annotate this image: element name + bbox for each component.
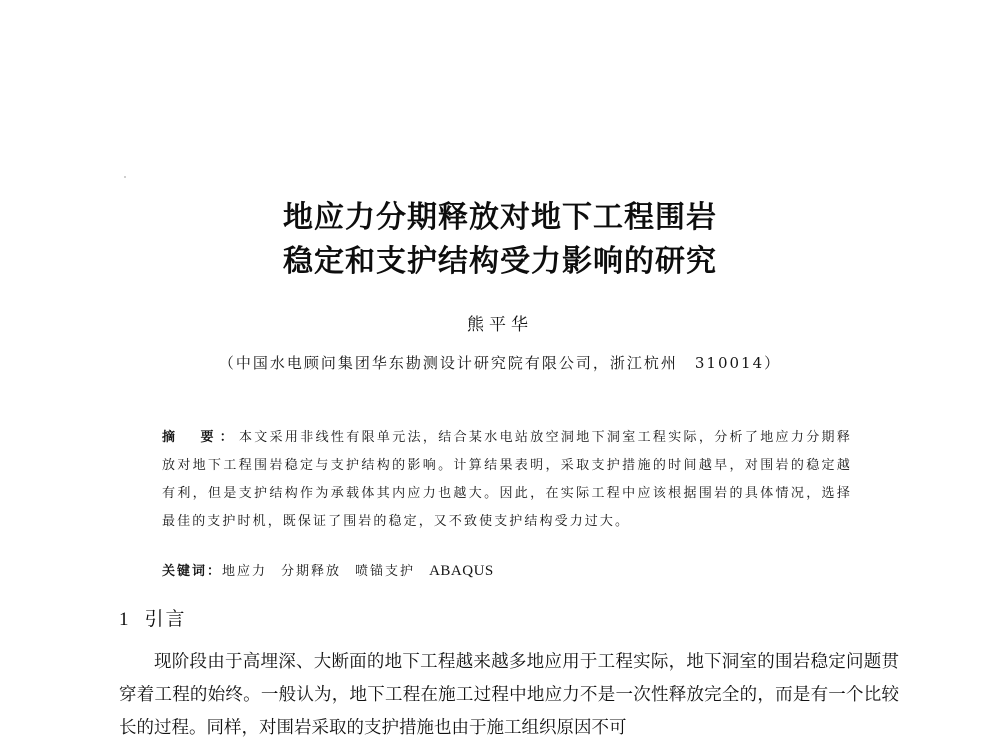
paper-title-line-1: 地应力分期释放对地下工程围岩 bbox=[283, 200, 717, 235]
abstract-text: 本文采用非线性有限单元法，结合某水电站放空洞地下洞室工程实际，分析了地应力分期释放对地下工程围岩稳定与支护结构的影响。计算结果表明，采取支护措施的时间越早，对围岩的稳定越有利，但是支护结构作为承载体其内应力也越大。因此，在实际工程中应该根据围岩的具体情况，选择最佳的支护时机，既保证了围岩的稳定，又不致使支护结构受力过大。 bbox=[162, 430, 852, 529]
keyword-item: ABAQUS bbox=[429, 563, 494, 579]
keyword-item: 地应力 bbox=[222, 564, 268, 579]
section-heading bbox=[119, 604, 187, 631]
abstract-label: 摘 要： bbox=[162, 430, 239, 445]
keywords-block bbox=[162, 560, 508, 580]
author-name: 熊平华 bbox=[467, 315, 533, 335]
author-affiliation: （中国水电顾问集团华东勘测设计研究院有限公司，浙江杭州 310014） bbox=[218, 354, 782, 372]
keyword-item: 分期释放 bbox=[281, 564, 342, 579]
scan-artifact bbox=[124, 176, 126, 178]
section-title: 引言 bbox=[144, 608, 187, 630]
keyword-item: 喷锚支护 bbox=[355, 564, 416, 579]
paper-title-line-2: 稳定和支护结构受力影响的研究 bbox=[283, 244, 717, 279]
keywords-label: 关键词： bbox=[162, 564, 223, 579]
section-number: 1 bbox=[119, 609, 129, 630]
section-body-paragraph: 现阶段由于高埋深、大断面的地下工程越来越多地应用于工程实际，地下洞室的围岩稳定问题贯穿着工程的始终。一般认为，地下工程在施工过程中地应力不是一次性释放完全的，而是有一个比较长的过程。同样，对围岩采取的支护措施也由于施工组织原因不可 bbox=[119, 652, 899, 738]
abstract-block bbox=[162, 424, 852, 536]
